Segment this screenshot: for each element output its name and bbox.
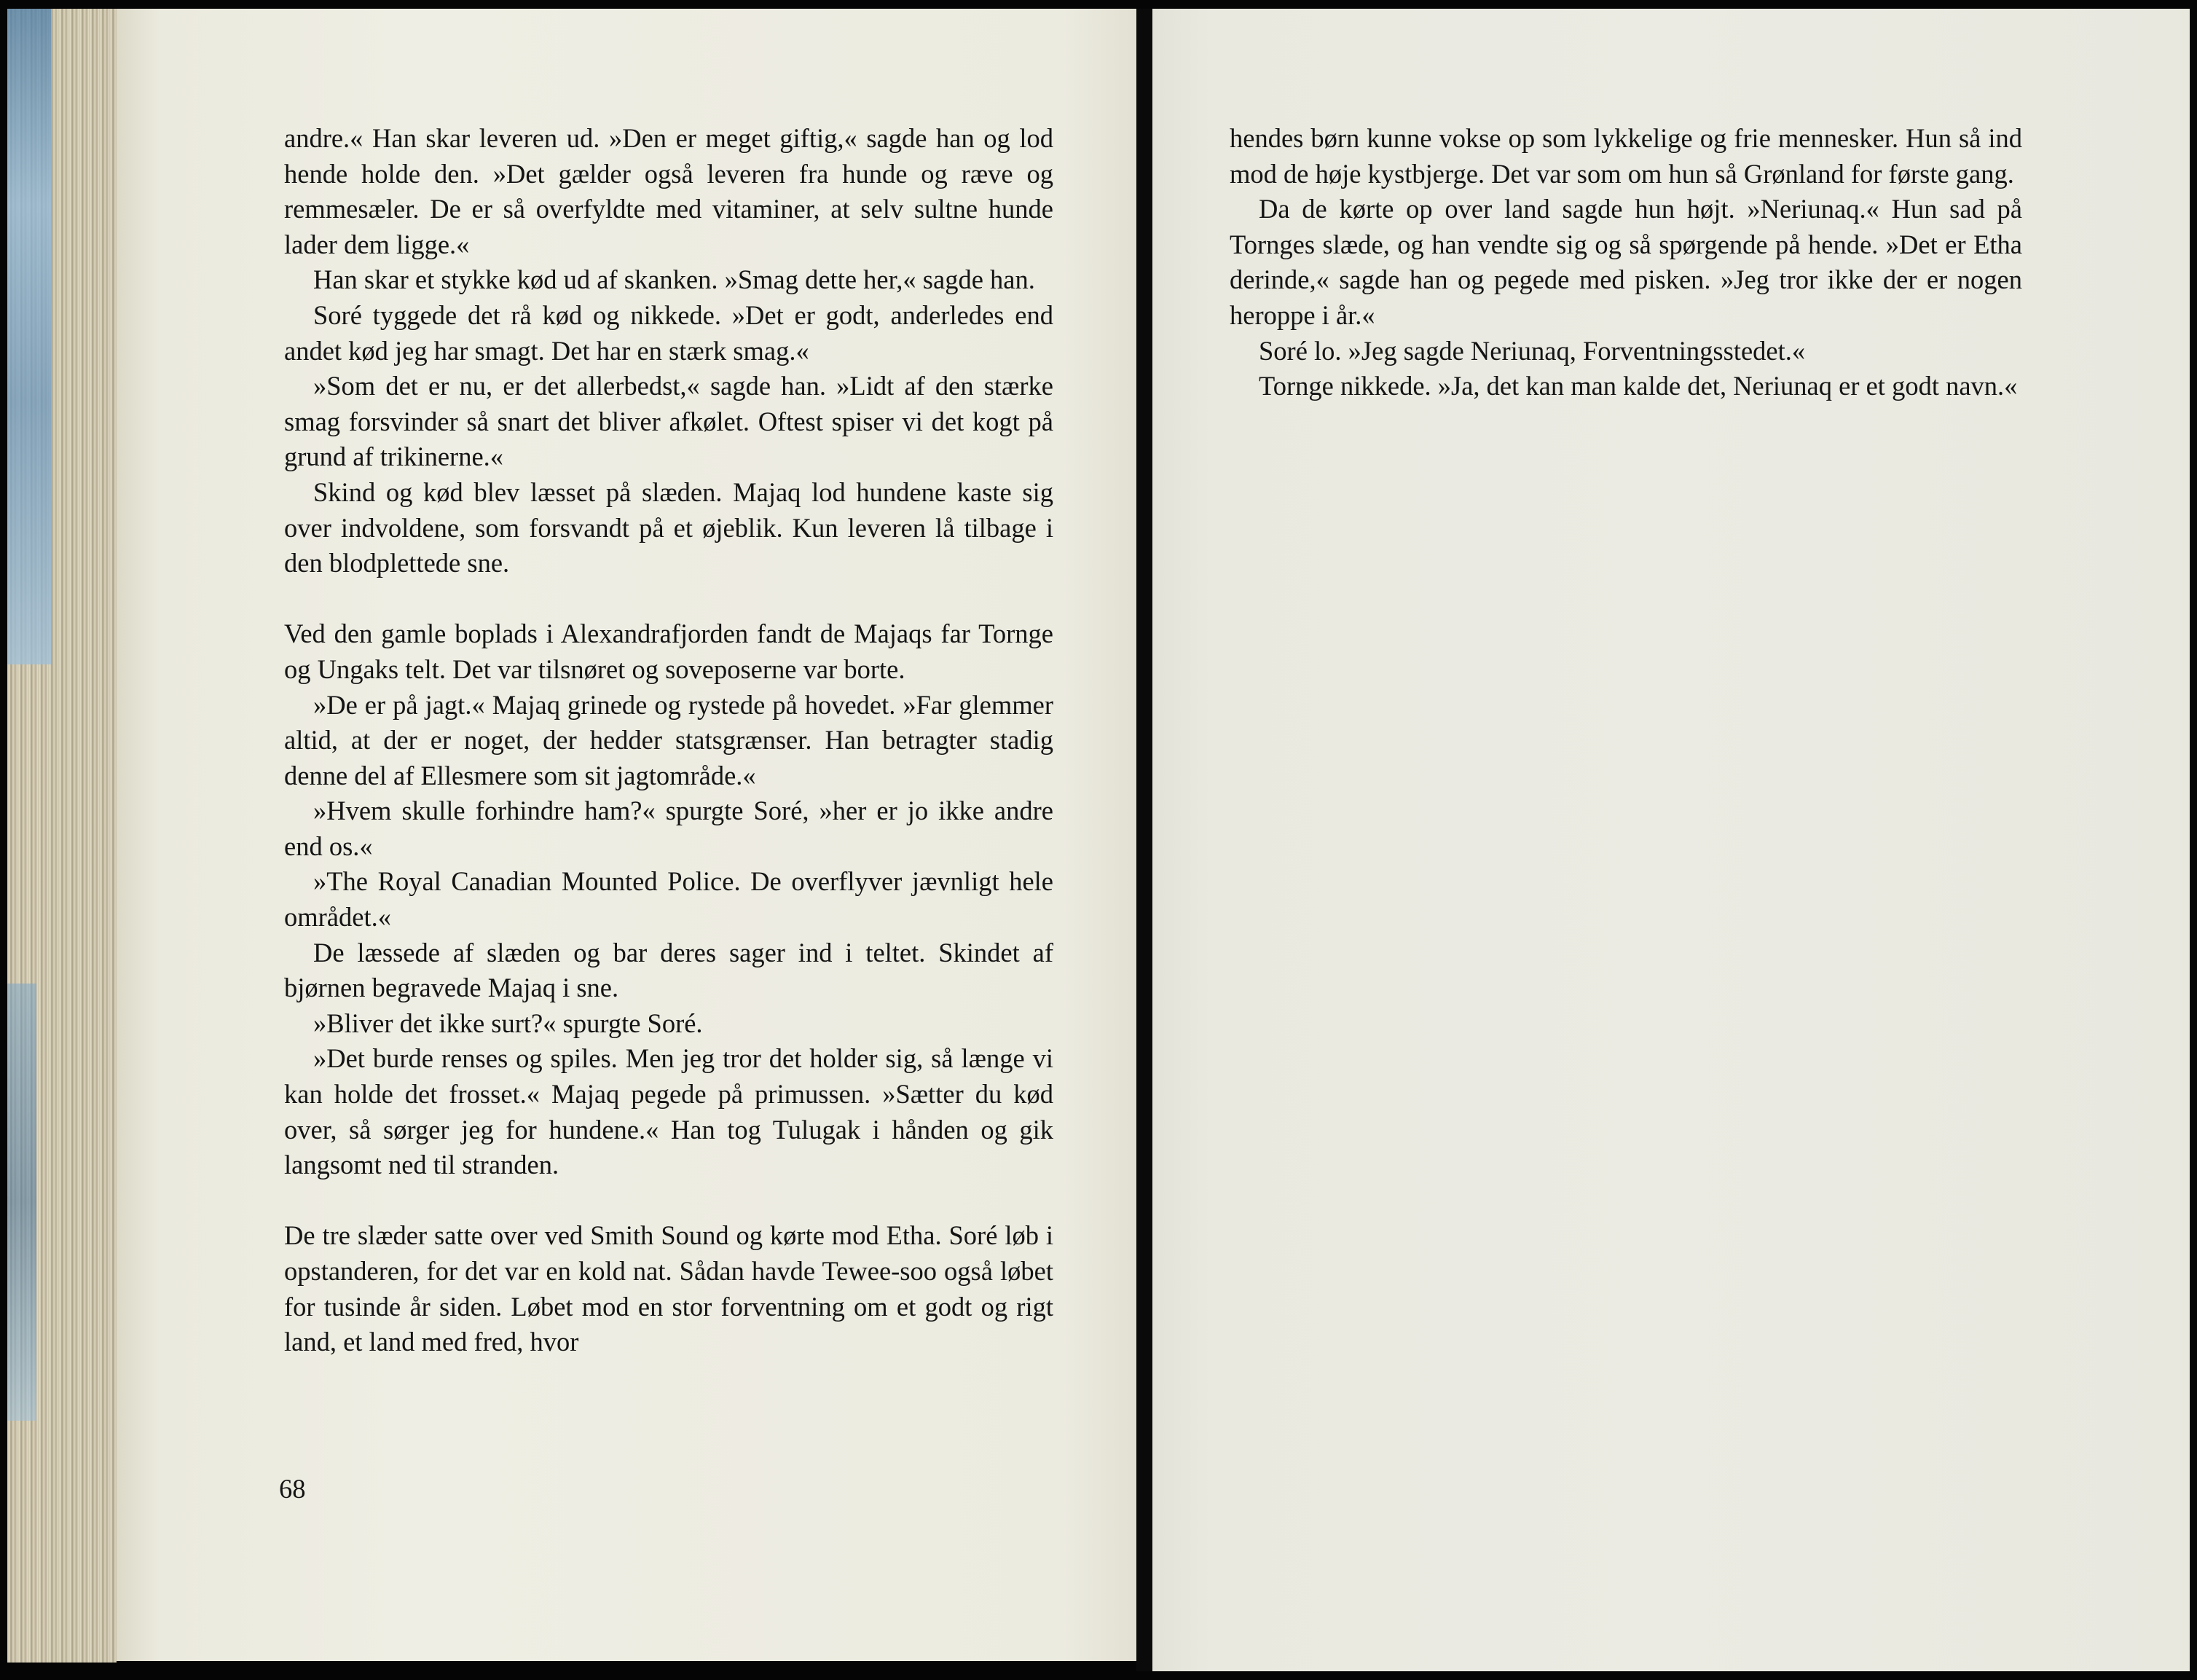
paragraph: »The Royal Canadian Mounted Police. De overflyver jævnligt hele området.« <box>284 866 1053 933</box>
section-paragraph: De tre slæder satte over ved Smith Sound og kørte mod Etha. Soré løb i opstanderen, for det var en kold nat. Sådan havde Tewee-soo også løbet for tusinde år siden. Løbet mod en stor forventning om et godt og rigt land, et land med fred, hvor <box>284 1220 1053 1357</box>
book-gutter <box>1136 9 1152 1671</box>
page-edge-stain <box>7 9 51 664</box>
section-paragraph: Ved den gamle boplads i Alexandrafjorden fandt de Majaqs far Tornge og Ungaks telt. Det var tilsnøret og soveposerne var borte. <box>284 619 1053 684</box>
paragraph: »De er på jagt.« Majaq grinede og rystede på hovedet. »Far glemmer altid, at der er noget, der hedder statsgrænser. Han betragter stadig denne del af Ellesmere som sit jagtområde.« <box>284 689 1053 790</box>
paragraph: »Hvem skulle forhindre ham?« spurgte Soré, »her er jo ikke andre end os.« <box>284 796 1053 861</box>
paragraph: Soré tyggede det rå kød og nikkede. »Det er godt, anderledes end andet kød jeg har smagt. Det har en stærk smag.« <box>284 299 1053 366</box>
page-number: 68 <box>279 1474 306 1504</box>
paragraph: Skind og kød blev læsset på slæden. Majaq lod hundene kaste sig over indvoldene, som forsvandt på et øjeblik. Kun leveren lå tilbage i den blodplettede sne. <box>284 476 1053 578</box>
paragraph: »Det burde renses og spiles. Men jeg tror det holder sig, så længe vi kan holde det frosset.« Majaq pegede på primussen. »Sætter du kød over, så sørger jeg for hundene.« Han tog Tulugak i hånden og gik langsomt ned til stranden. <box>284 1043 1053 1180</box>
paragraph: Han skar et stykke kød ud af skanken. »Smag dette her,« sagde han. <box>313 264 1035 295</box>
right-page-text <box>1230 121 2022 404</box>
paragraph: De læssede af slæden og bar deres sager ind i teltet. Skindet af bjørnen begravede Majaq i sne. <box>284 937 1053 1003</box>
page-edge-stain-lower <box>7 984 36 1421</box>
paragraph: Soré lo. »Jeg sagde Neriunaq, Forventningsstedet.« <box>1259 335 1806 366</box>
paragraph: »Som det er nu, er det allerbedst,« sagde han. »Lidt af den stærke smag forsvinder så snart det bliver afkølet. Oftest spiser vi det kogt på grund af trikinerne.« <box>284 371 1053 472</box>
paragraph: »Bliver det ikke surt?« spurgte Soré. <box>313 1008 703 1038</box>
paragraph: andre.« Han skar leveren ud. »Den er meget giftig,« sagde han og lod hende holde den. »Det gælder også leveren fra hunde og ræve og remmesæler. De er så overfyldte med vitaminer, at selv sultne hunde lader dem ligge.« <box>284 123 1053 259</box>
left-page-text <box>284 121 1053 1360</box>
paragraph: hendes børn kunne vokse op som lykkelige og frie mennesker. Hun så ind mod de høje kystbjerge. Det var som om hun så Grønland for første gang. <box>1230 123 2022 189</box>
paragraph: Da de kørte op over land sagde hun højt. »Neriunaq.« Hun sad på Tornges slæde, og han vendte sig og så spørgende på hende. »Det er Etha derinde,« sagde han og pegede med pisken. »Jeg tror ikke der er nogen heroppe i år.« <box>1230 194 2022 330</box>
paragraph: Tornge nikkede. »Ja, det kan man kalde det, Neriunaq er et godt navn.« <box>1259 371 2018 401</box>
